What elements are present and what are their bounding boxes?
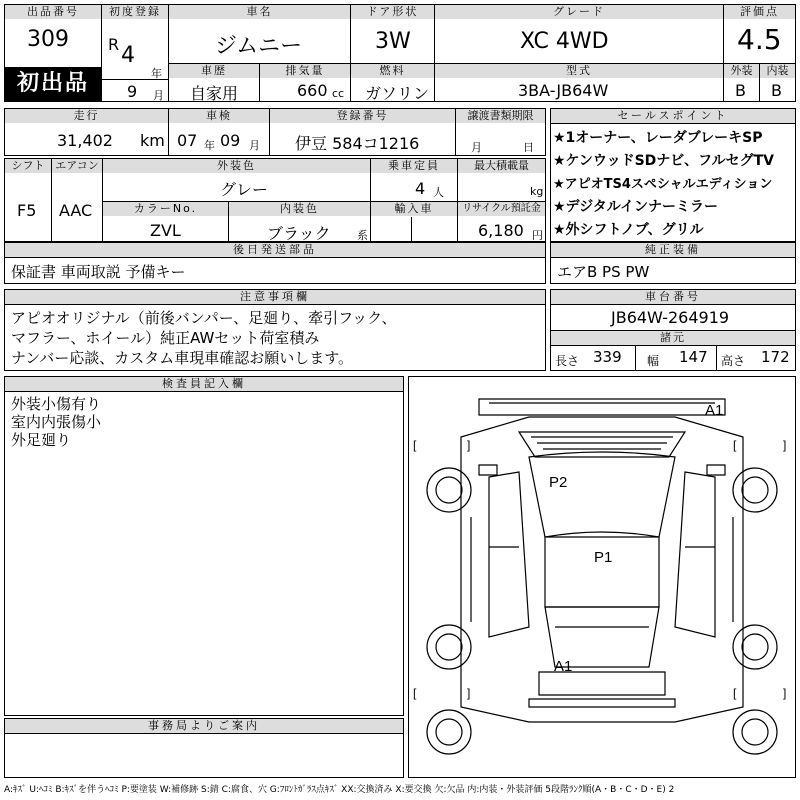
fuel: ガソリン [365, 84, 430, 103]
sales-point: ★デジタルインナーミラー [553, 199, 719, 215]
notes-text [11, 308, 397, 368]
import-label: 輸入車 [371, 202, 457, 216]
era: R [108, 35, 120, 54]
note-line: ナンバー応談、カスタム車現車確認お願いします。 [11, 349, 354, 367]
svg-text:]: ] [783, 686, 787, 700]
transfer-label: 譲渡書類期限 [456, 109, 545, 123]
damage-mark: A1 [705, 402, 724, 419]
sales-point: ★1オーナー、レーダブレーキSP [553, 130, 763, 146]
office-label: 事務局よりご案内 [5, 719, 403, 734]
ac-label: エアコン [52, 159, 102, 173]
door: 3W [375, 29, 411, 54]
history-label: 車歴 [169, 64, 259, 78]
car-outline-diagram [409, 377, 795, 777]
svg-text:[: [ [733, 686, 737, 700]
length-label: 長さ [555, 354, 580, 368]
car-name-label: 車名 [169, 5, 350, 19]
cc-unit: cc [332, 87, 345, 100]
length: 339 [593, 348, 622, 366]
later-parts-section [4, 242, 546, 284]
year-unit: 年 [151, 67, 162, 80]
seats-unit: 人 [433, 186, 444, 199]
damage-mark: P2 [549, 474, 568, 491]
plate: 伊豆 584コ1216 [295, 134, 420, 153]
height-label: 高さ [721, 354, 746, 368]
int-color: ブラック [267, 224, 331, 243]
car-diagram [408, 376, 796, 778]
int-score: B [771, 81, 782, 100]
ext-score-label: 外装 [724, 64, 759, 78]
transfer-day-unit: 日 [523, 141, 534, 154]
dims-label: 諸元 [551, 330, 795, 346]
ext-color-label: 外装色 [103, 159, 370, 173]
chassis-number: JB64W-264919 [611, 308, 730, 327]
sales-point: ★アピオTS4スペシャルエディション [553, 177, 773, 192]
grade: XC 4WD [520, 29, 609, 54]
svg-text:]: ] [467, 438, 471, 452]
int-color-unit: 系 [357, 229, 368, 242]
svg-text:[: [ [413, 686, 417, 700]
equipment-value: エアB PS PW [557, 263, 650, 281]
insp-year: 07 [177, 131, 198, 150]
color-no-label: カラーNo. [103, 202, 228, 216]
svg-text:[: [ [413, 438, 417, 452]
month-unit: 月 [153, 89, 164, 102]
lot-label: 出品番号 [5, 5, 101, 19]
first-listing-badge: 初出品 [5, 67, 101, 101]
mileage-section [4, 108, 546, 156]
load-label: 最大積載量 [458, 159, 545, 173]
mileage-label: 走行 [5, 109, 168, 123]
ext-score: B [735, 81, 746, 100]
transfer-month-unit: 月 [471, 141, 482, 154]
svg-text:[: [ [733, 438, 737, 452]
color-no: ZVL [150, 221, 181, 240]
insp-month: 09 [220, 131, 241, 150]
displacement: 660 [297, 81, 328, 100]
fuel-label: 燃料 [351, 64, 434, 78]
equipment-section [550, 242, 796, 284]
inspector-line: 外装小傷有り [11, 395, 102, 413]
office-section [4, 718, 404, 778]
load-unit: kg [530, 185, 544, 198]
equipment-label: 純正装備 [551, 243, 795, 258]
recycle-unit: 円 [532, 229, 543, 242]
sales-points-section [550, 108, 796, 242]
width: 147 [679, 348, 708, 366]
sales-points-label: セールスポイント [551, 109, 795, 124]
inspector-line: 外足廻り [11, 431, 72, 449]
svg-text:]: ] [783, 438, 787, 452]
plate-label: 登録番号 [270, 109, 455, 123]
later-parts-value: 保証書 車両取説 予備キー [11, 263, 186, 281]
lot-number: 309 [27, 27, 69, 52]
insp-year-unit: 年 [204, 139, 215, 152]
sales-point: ★外シフトノブ、グリル [553, 222, 704, 238]
ext-color: グレー [220, 180, 269, 199]
recycle: 6,180 [478, 221, 524, 240]
history: 自家用 [190, 84, 239, 103]
model: 3BA-JB64W [518, 81, 609, 100]
recycle-label: リサイクル預託金 [458, 202, 545, 216]
score: 4.5 [737, 23, 782, 56]
spec-section [4, 158, 546, 242]
displacement-label: 排気量 [260, 64, 350, 78]
first-reg-label: 初度登録 [102, 5, 168, 19]
inspector-section [4, 376, 404, 716]
width-label: 幅 [647, 354, 660, 368]
inspection-label: 車検 [169, 109, 269, 123]
top-section [4, 4, 796, 102]
insp-month-unit: 月 [249, 139, 260, 152]
note-line: マフラー、ホイール）純正AWセット荷室積み [11, 329, 320, 347]
int-color-label: 内装色 [229, 202, 370, 216]
sales-points-list [553, 127, 800, 242]
seats: 4 [415, 179, 426, 198]
legend-text: A:ｷｽﾞ U:ﾍｺﾐ B:ｷｽﾞを伴うﾍｺﾐ P:要塗装 W:補修跡 S:錆 C:腐食、穴 G:ﾌﾛﾝﾄｶﾞﾗｽ点ｷｽﾞ XX:交換済み X:要交換 欠:欠品 内:内装・外装評価 5段階ﾗﾝｸ順(A・B・C・D・E) 2 [4, 785, 675, 795]
inspector-notes [11, 395, 101, 449]
inspector-line: 室内内張傷小 [11, 413, 102, 431]
model-label: 型式 [435, 64, 723, 78]
mileage: 31,402 [57, 131, 113, 150]
grade-label: グレード [435, 5, 723, 19]
damage-mark: A1 [554, 658, 573, 675]
damage-mark: P1 [594, 549, 613, 566]
km-unit: km [140, 131, 165, 150]
reg-month: 9 [127, 82, 138, 101]
score-label: 評価点 [724, 5, 795, 19]
shift-label: シフト [5, 159, 51, 173]
sales-point: ★ケンウッドSDナビ、フルセグTV [553, 153, 774, 169]
shift: F5 [17, 201, 37, 220]
note-line: アピオオリジナル（前後バンパー、足廻り、牽引フック、 [11, 309, 397, 327]
ac: AAC [59, 201, 93, 220]
notes-section [4, 289, 546, 371]
car-name: ジムニー [215, 34, 303, 59]
later-parts-label: 後日発送部品 [5, 243, 545, 258]
height: 172 [761, 348, 790, 366]
reg-year: 4 [121, 43, 135, 68]
svg-text:]: ] [467, 686, 471, 700]
chassis-label: 車台番号 [551, 290, 795, 305]
int-score-label: 内装 [760, 64, 795, 78]
notes-label: 注意事項欄 [5, 290, 545, 305]
door-label: ドア形状 [351, 5, 434, 19]
chassis-section [550, 289, 796, 371]
inspector-label: 検査員記入欄 [5, 377, 403, 392]
seats-label: 乗車定員 [371, 159, 457, 173]
